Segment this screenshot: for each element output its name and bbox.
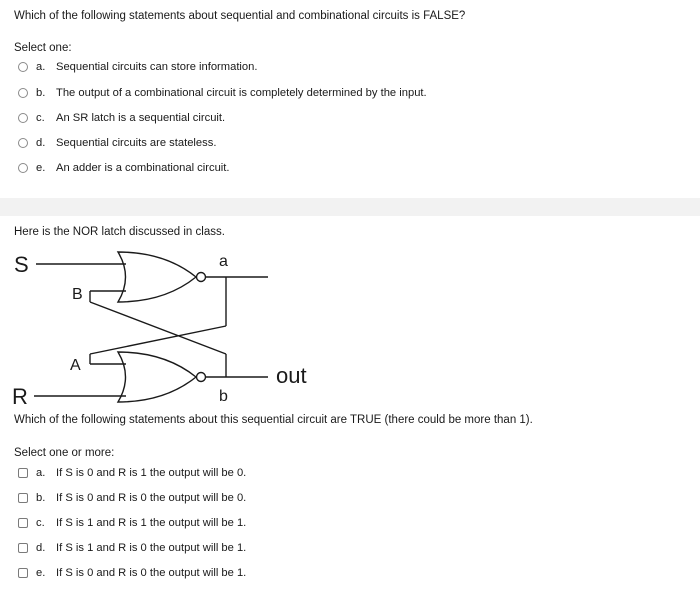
option-letter: b. [36,87,46,99]
option-text[interactable]: If S is 0 and R is 0 the output will be 0. [56,492,247,504]
option-text[interactable]: If S is 0 and R is 0 the output will be 1. [56,567,247,579]
checkbox[interactable] [18,518,28,528]
option-text[interactable]: Sequential circuits are stateless. [56,137,217,149]
option-letter: c. [36,112,45,124]
q2-option-d[interactable] [18,540,246,556]
option-text[interactable]: Sequential circuits can store information. [56,61,258,73]
label-B: B [72,286,83,303]
q1-option-e[interactable] [18,160,230,176]
bottom-nor-gate [118,352,196,402]
option-text[interactable]: If S is 0 and R is 1 the output will be 0. [56,467,247,479]
q1-option-b[interactable] [18,85,427,101]
label-b: b [219,388,228,405]
option-text[interactable]: An SR latch is a sequential circuit. [56,112,226,124]
q2-option-e[interactable] [18,565,246,581]
q2-option-b[interactable] [18,490,246,506]
option-letter: d. [36,542,46,554]
question-2-prompt: Select one or more: [14,447,115,459]
checkbox[interactable] [18,568,28,578]
option-letter: e. [36,162,46,174]
option-letter: c. [36,517,45,529]
nor-latch-diagram [0,244,320,424]
option-text[interactable]: If S is 1 and R is 1 the output will be 1. [56,517,247,529]
bottom-nor-bubble [197,373,206,382]
option-letter: d. [36,137,46,149]
label-a: a [219,253,228,270]
label-out: out [276,363,307,388]
q2-option-a[interactable] [18,465,246,481]
checkbox[interactable] [18,543,28,553]
option-text[interactable]: If S is 1 and R is 0 the output will be 1. [56,542,247,554]
top-nor-bubble [197,273,206,282]
question-2-text: Which of the following statements about this sequential circuit are TRUE (there could be more than 1). [14,414,533,426]
radio-button[interactable] [18,163,28,173]
radio-button[interactable] [18,138,28,148]
checkbox[interactable] [18,493,28,503]
checkbox[interactable] [18,468,28,478]
option-text[interactable]: An adder is a combinational circuit. [56,162,230,174]
label-s: S [14,252,29,277]
label-A: A [70,357,81,374]
radio-button[interactable] [18,88,28,98]
q1-option-a[interactable] [18,59,257,75]
radio-button[interactable] [18,62,28,72]
top-to-bottom-cross [90,326,226,354]
q2-option-c[interactable] [18,515,246,531]
bottom-to-top-cross [90,302,226,354]
question-1-text: Which of the following statements about sequential and combinational circuits is FALSE? [14,10,466,22]
option-text[interactable]: The output of a combinational circuit is completely determined by the input. [56,87,427,99]
question-1-panel [0,0,700,198]
q1-option-c[interactable] [18,110,225,126]
q1-option-d[interactable] [18,135,216,151]
question-2-panel [0,216,700,606]
option-letter: a. [36,467,46,479]
question-2-intro: Here is the NOR latch discussed in class. [14,226,225,238]
label-r: R [12,384,28,409]
top-nor-gate [118,252,196,302]
radio-button[interactable] [18,113,28,123]
option-letter: a. [36,61,46,73]
option-letter: e. [36,567,46,579]
option-letter: b. [36,492,46,504]
question-1-prompt: Select one: [14,42,72,54]
